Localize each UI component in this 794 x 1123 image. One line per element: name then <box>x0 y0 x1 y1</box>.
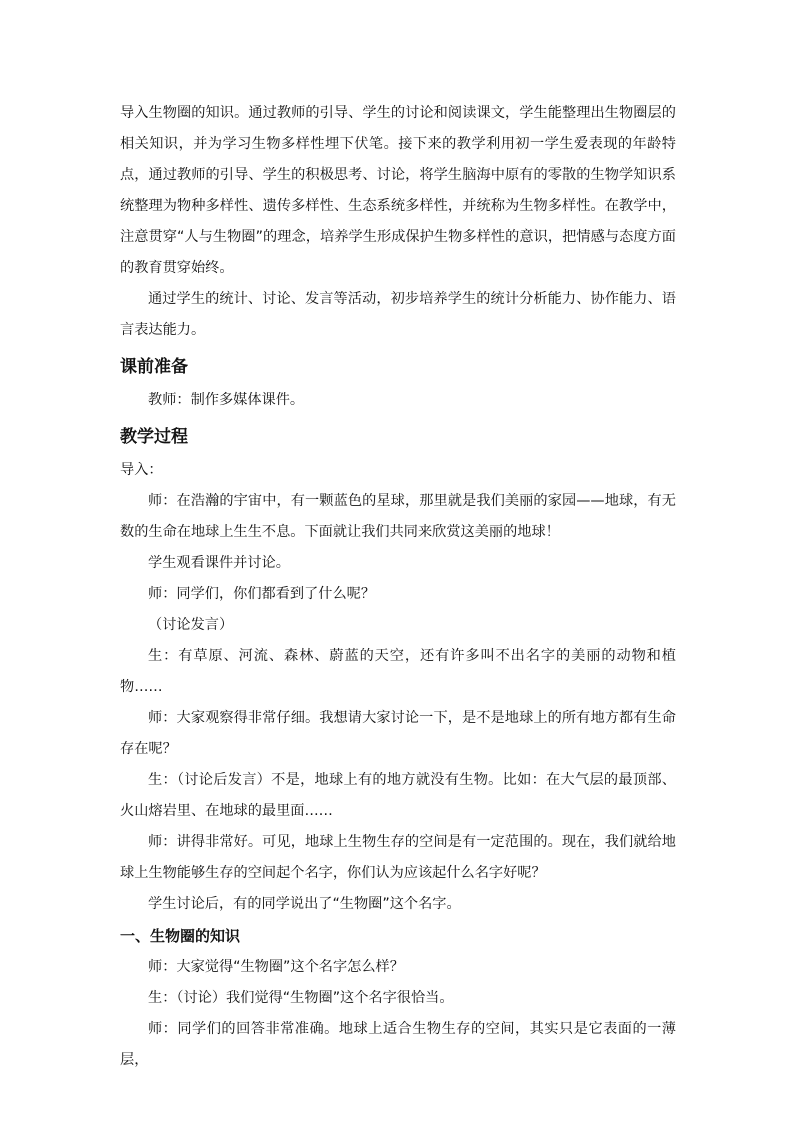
dialogue-line: 师：同学们的回答非常准确。地球上适合生物生存的空间，其实只是它表面的一薄层， <box>120 1021 676 1068</box>
dialogue-line: 学生讨论后，有的同学说出了“生物圈”这个名字。 <box>148 896 461 912</box>
dialogue-line: 师：大家觉得“生物圈”这个名字怎么样？ <box>148 959 404 975</box>
dialogue-line: 师：同学们，你们都看到了什么呢？ <box>148 586 376 602</box>
intro-paragraph-2: 通过学生的统计、讨论、发言等活动，初步培养学生的统计分析能力、协作能力、语言表达能力。 <box>120 291 676 338</box>
intro-paragraph-1: 导入生物圈的知识。通过教师的引导、学生的讨论和阅读课文，学生能整理出生物圈层的相关知识，并为学习生物多样性埋下伏笔。接下来的教学利用初一学生爱表现的年龄特点，通过教师的引导、学生的积极思考、讨论，将学生脑海中原有的零散的生物学知识系统整理为物种多样性、遗传多样性、生态系统多样性，并统称为生物多样性。在教学中，注意贯穿“人与生物圈”的理念，培养学生形成保护生物多样性的意识，把情感与态度方面的教育贯穿始终。 <box>120 105 676 276</box>
dialogue-line: 生：有草原、河流、森林、蔚蓝的天空，还有许多叫不出名字的美丽的动物和植物…… <box>120 648 676 695</box>
dialogue-line: 生：（讨论）我们觉得“生物圈”这个名字很恰当。 <box>148 990 454 1006</box>
process-lead: 导入： <box>120 462 163 478</box>
prep-text: 教师：制作多媒体课件。 <box>148 392 305 408</box>
heading-section-one: 一、生物圈的知识 <box>120 927 241 945</box>
document-body <box>120 98 676 1076</box>
heading-prep: 课前准备 <box>120 357 188 377</box>
dialogue-line: 师：讲得非常好。可见，地球上生物生存的空间是有一定范围的。现在，我们就给地球上生物能够生存的空间起个名字，你们认为应该起什么名字好呢？ <box>120 834 676 881</box>
dialogue-line: 学生观看课件并讨论。 <box>148 555 290 571</box>
dialogue-line: 生：（讨论后发言）不是，地球上有的地方就没有生物。比如：在大气层的最顶部、火山熔岩里、在地球的最里面…… <box>120 772 676 819</box>
dialogue-line: （讨论发言） <box>148 617 234 633</box>
heading-process: 教学过程 <box>120 427 188 447</box>
dialogue-line: 师：大家观察得非常仔细。我想请大家讨论一下，是不是地球上的所有地方都有生命存在呢？ <box>120 710 676 757</box>
dialogue-line: 师：在浩瀚的宇宙中，有一颗蓝色的星球，那里就是我们美丽的家园——地球，有无数的生命在地球上生生不息。下面就让我们共同来欣赏这美丽的地球！ <box>120 493 676 540</box>
